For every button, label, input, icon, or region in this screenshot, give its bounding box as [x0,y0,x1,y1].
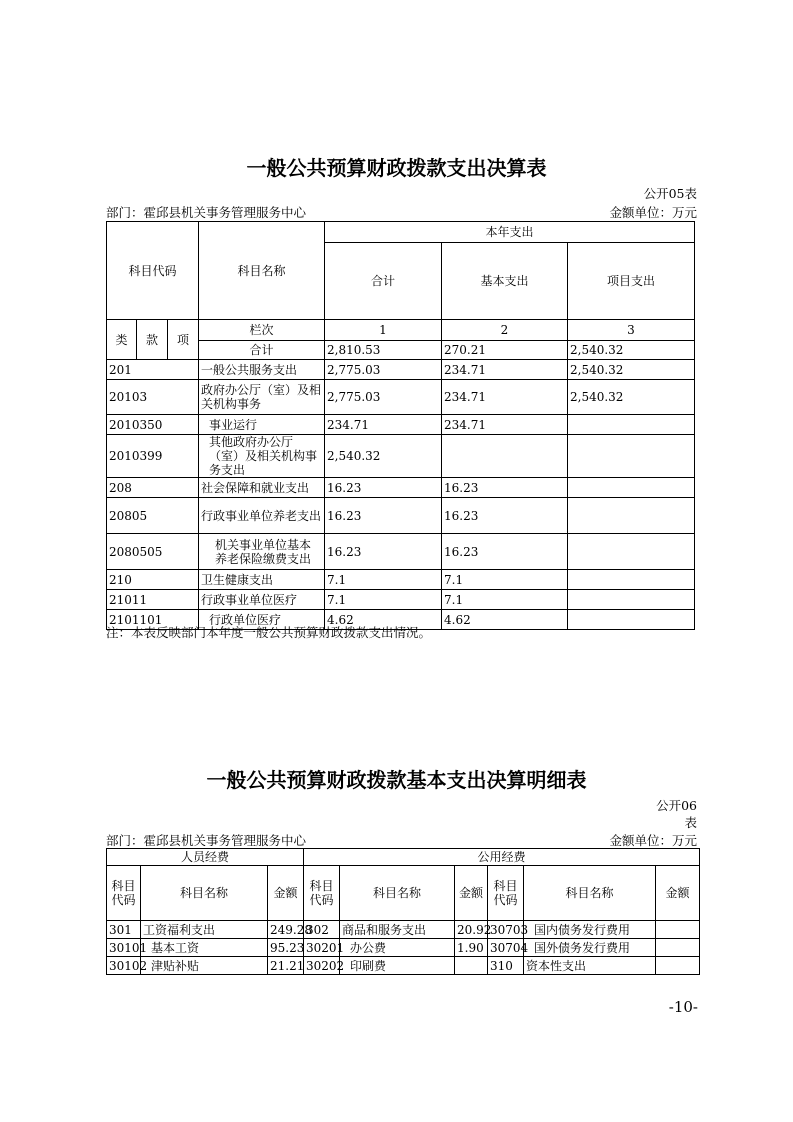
table2-code-line1: 公开06 [656,798,697,813]
table1 [106,221,695,630]
row-name: 社会保障和就业支出 [199,478,325,498]
row-total: 2,775.03 [325,380,442,415]
row-name: 行政单位医疗 [199,610,325,630]
row-total: 7.1 [325,570,442,590]
row-basic: 234.71 [442,360,568,380]
row-code: 30202 [304,957,340,975]
header-total: 合计 [325,243,442,320]
row-code: 210 [107,570,199,590]
header-code: 科目代码 [107,866,141,921]
table1-title: 一般公共预算财政拨款支出决算表 [246,156,547,180]
row-basic: 234.71 [442,380,568,415]
table-row [107,534,695,570]
row-total: 4.62 [325,610,442,630]
page-number: -10- [668,998,698,1016]
header-kuan: 款 [137,320,168,360]
header-basic: 基本支出 [442,243,568,320]
row-amount [455,957,488,975]
row-code: 201 [107,360,199,380]
row-amount [656,939,700,957]
table2-code-line2: 表 [684,815,697,830]
row-project [568,590,695,610]
row-project [568,478,695,498]
header-personnel: 人员经费 [107,849,304,866]
header-col-3: 3 [568,320,695,341]
table-row [107,478,695,498]
header-name: 科目名称 [141,866,268,921]
row-code: 2010399 [107,435,199,478]
row-basic: 16.23 [442,534,568,570]
row-name: 津贴补贴 [141,957,268,975]
row-basic: 7.1 [442,570,568,590]
row-basic: 16.23 [442,498,568,534]
row-name: 一般公共服务支出 [199,360,325,380]
row-basic: 4.62 [442,610,568,630]
header-col-1: 1 [325,320,442,341]
row-name: 政府办公厅（室）及相关机构事务 [199,380,325,415]
row-code: 2080505 [107,534,199,570]
row-name: 行政事业单位医疗 [199,590,325,610]
row-code: 2010350 [107,415,199,435]
row-code: 20103 [107,380,199,415]
row-amount: 95.23 [268,939,304,957]
table-row [107,570,695,590]
row-basic [442,435,568,478]
table-row [107,498,695,534]
row-name: 工资福利支出 [141,921,268,939]
header-col-2: 2 [442,320,568,341]
row-name: 其他政府办公厅（室）及相关机构事务支出 [199,435,325,478]
table2 [106,848,700,975]
header-amount: 金额 [656,866,700,921]
row-project [568,415,695,435]
row-amount: 249.28 [268,921,304,939]
row-amount: 20.92 [455,921,488,939]
row-amount: 1.90 [455,939,488,957]
row-basic: 234.71 [442,415,568,435]
table2-unit: 金额单位：万元 [609,833,697,848]
row-name: 基本工资 [141,939,268,957]
table-row [107,415,695,435]
row-project [568,570,695,590]
row-code: 30201 [304,939,340,957]
row-code: 30703 [488,921,524,939]
row-code: 30101 [107,939,141,957]
row-project [568,610,695,630]
header-subject-name: 科目名称 [199,222,325,320]
header-name: 科目名称 [524,866,656,921]
row-code: 310 [488,957,524,975]
row-code: 208 [107,478,199,498]
row-project [568,534,695,570]
table1-code: 公开05表 [643,186,697,201]
row-project [568,498,695,534]
row-total: 16.23 [325,534,442,570]
header-public: 公用经费 [304,849,700,866]
row-amount [656,957,700,975]
row-basic: 16.23 [442,478,568,498]
row-name: 事业运行 [199,415,325,435]
row-code: 302 [304,921,340,939]
table-row [107,957,700,975]
row-total: 16.23 [325,478,442,498]
table2-department: 部门：霍邱县机关事务管理服务中心 [106,833,307,848]
row-project [568,435,695,478]
table1-unit: 金额单位：万元 [609,205,697,220]
row-code: 20805 [107,498,199,534]
row-name: 印刷费 [340,957,455,975]
table-row [107,360,695,380]
row-total: 7.1 [325,590,442,610]
header-lei: 类 [107,320,137,360]
table-row [107,921,700,939]
row-amount: 21.21 [268,957,304,975]
row-name: 卫生健康支出 [199,570,325,590]
row-total: 234.71 [325,415,442,435]
row-name: 国内债务发行费用 [524,921,656,939]
row-total: 2,775.03 [325,360,442,380]
row-name: 行政事业单位养老支出 [199,498,325,534]
table1-note: 注：本表反映部门本年度一般公共预算财政拨款支出情况。 [106,625,432,640]
table1-department: 部门：霍邱县机关事务管理服务中心 [106,205,307,220]
row-code: 21011 [107,590,199,610]
row-project: 2,540.32 [568,380,695,415]
row-total: 16.23 [325,498,442,534]
header-code: 科目代码 [304,866,340,921]
table-row [107,939,700,957]
row-basic: 7.1 [442,590,568,610]
header-project: 项目支出 [568,243,695,320]
header-subject-code: 科目代码 [107,222,199,320]
row-project: 2,540.32 [568,360,695,380]
row-project: 2,540.32 [568,341,695,360]
header-name: 科目名称 [340,866,455,921]
header-lanci: 栏次 [199,320,325,341]
header-code: 科目代码 [488,866,524,921]
row-total: 2,540.32 [325,435,442,478]
row-name: 机关事业单位基本养老保险缴费支出 [199,534,325,570]
row-code: 301 [107,921,141,939]
table-row [107,590,695,610]
row-basic: 270.21 [442,341,568,360]
table-row [107,435,695,478]
row-name: 商品和服务支出 [340,921,455,939]
row-name: 国外债务发行费用 [524,939,656,957]
row-code: 30102 [107,957,141,975]
table-row [107,380,695,415]
row-name: 资本性支出 [524,957,656,975]
row-total: 2,810.53 [325,341,442,360]
header-amount: 金额 [268,866,304,921]
row-name: 合计 [199,341,325,360]
table2-title: 一般公共预算财政拨款基本支出决算明细表 [206,768,587,792]
row-code: 2101101 [107,610,199,630]
row-name: 办公费 [340,939,455,957]
header-xiang: 项 [168,320,199,360]
header-year-spend: 本年支出 [325,222,695,243]
row-code: 30704 [488,939,524,957]
row-amount [656,921,700,939]
header-amount: 金额 [455,866,488,921]
